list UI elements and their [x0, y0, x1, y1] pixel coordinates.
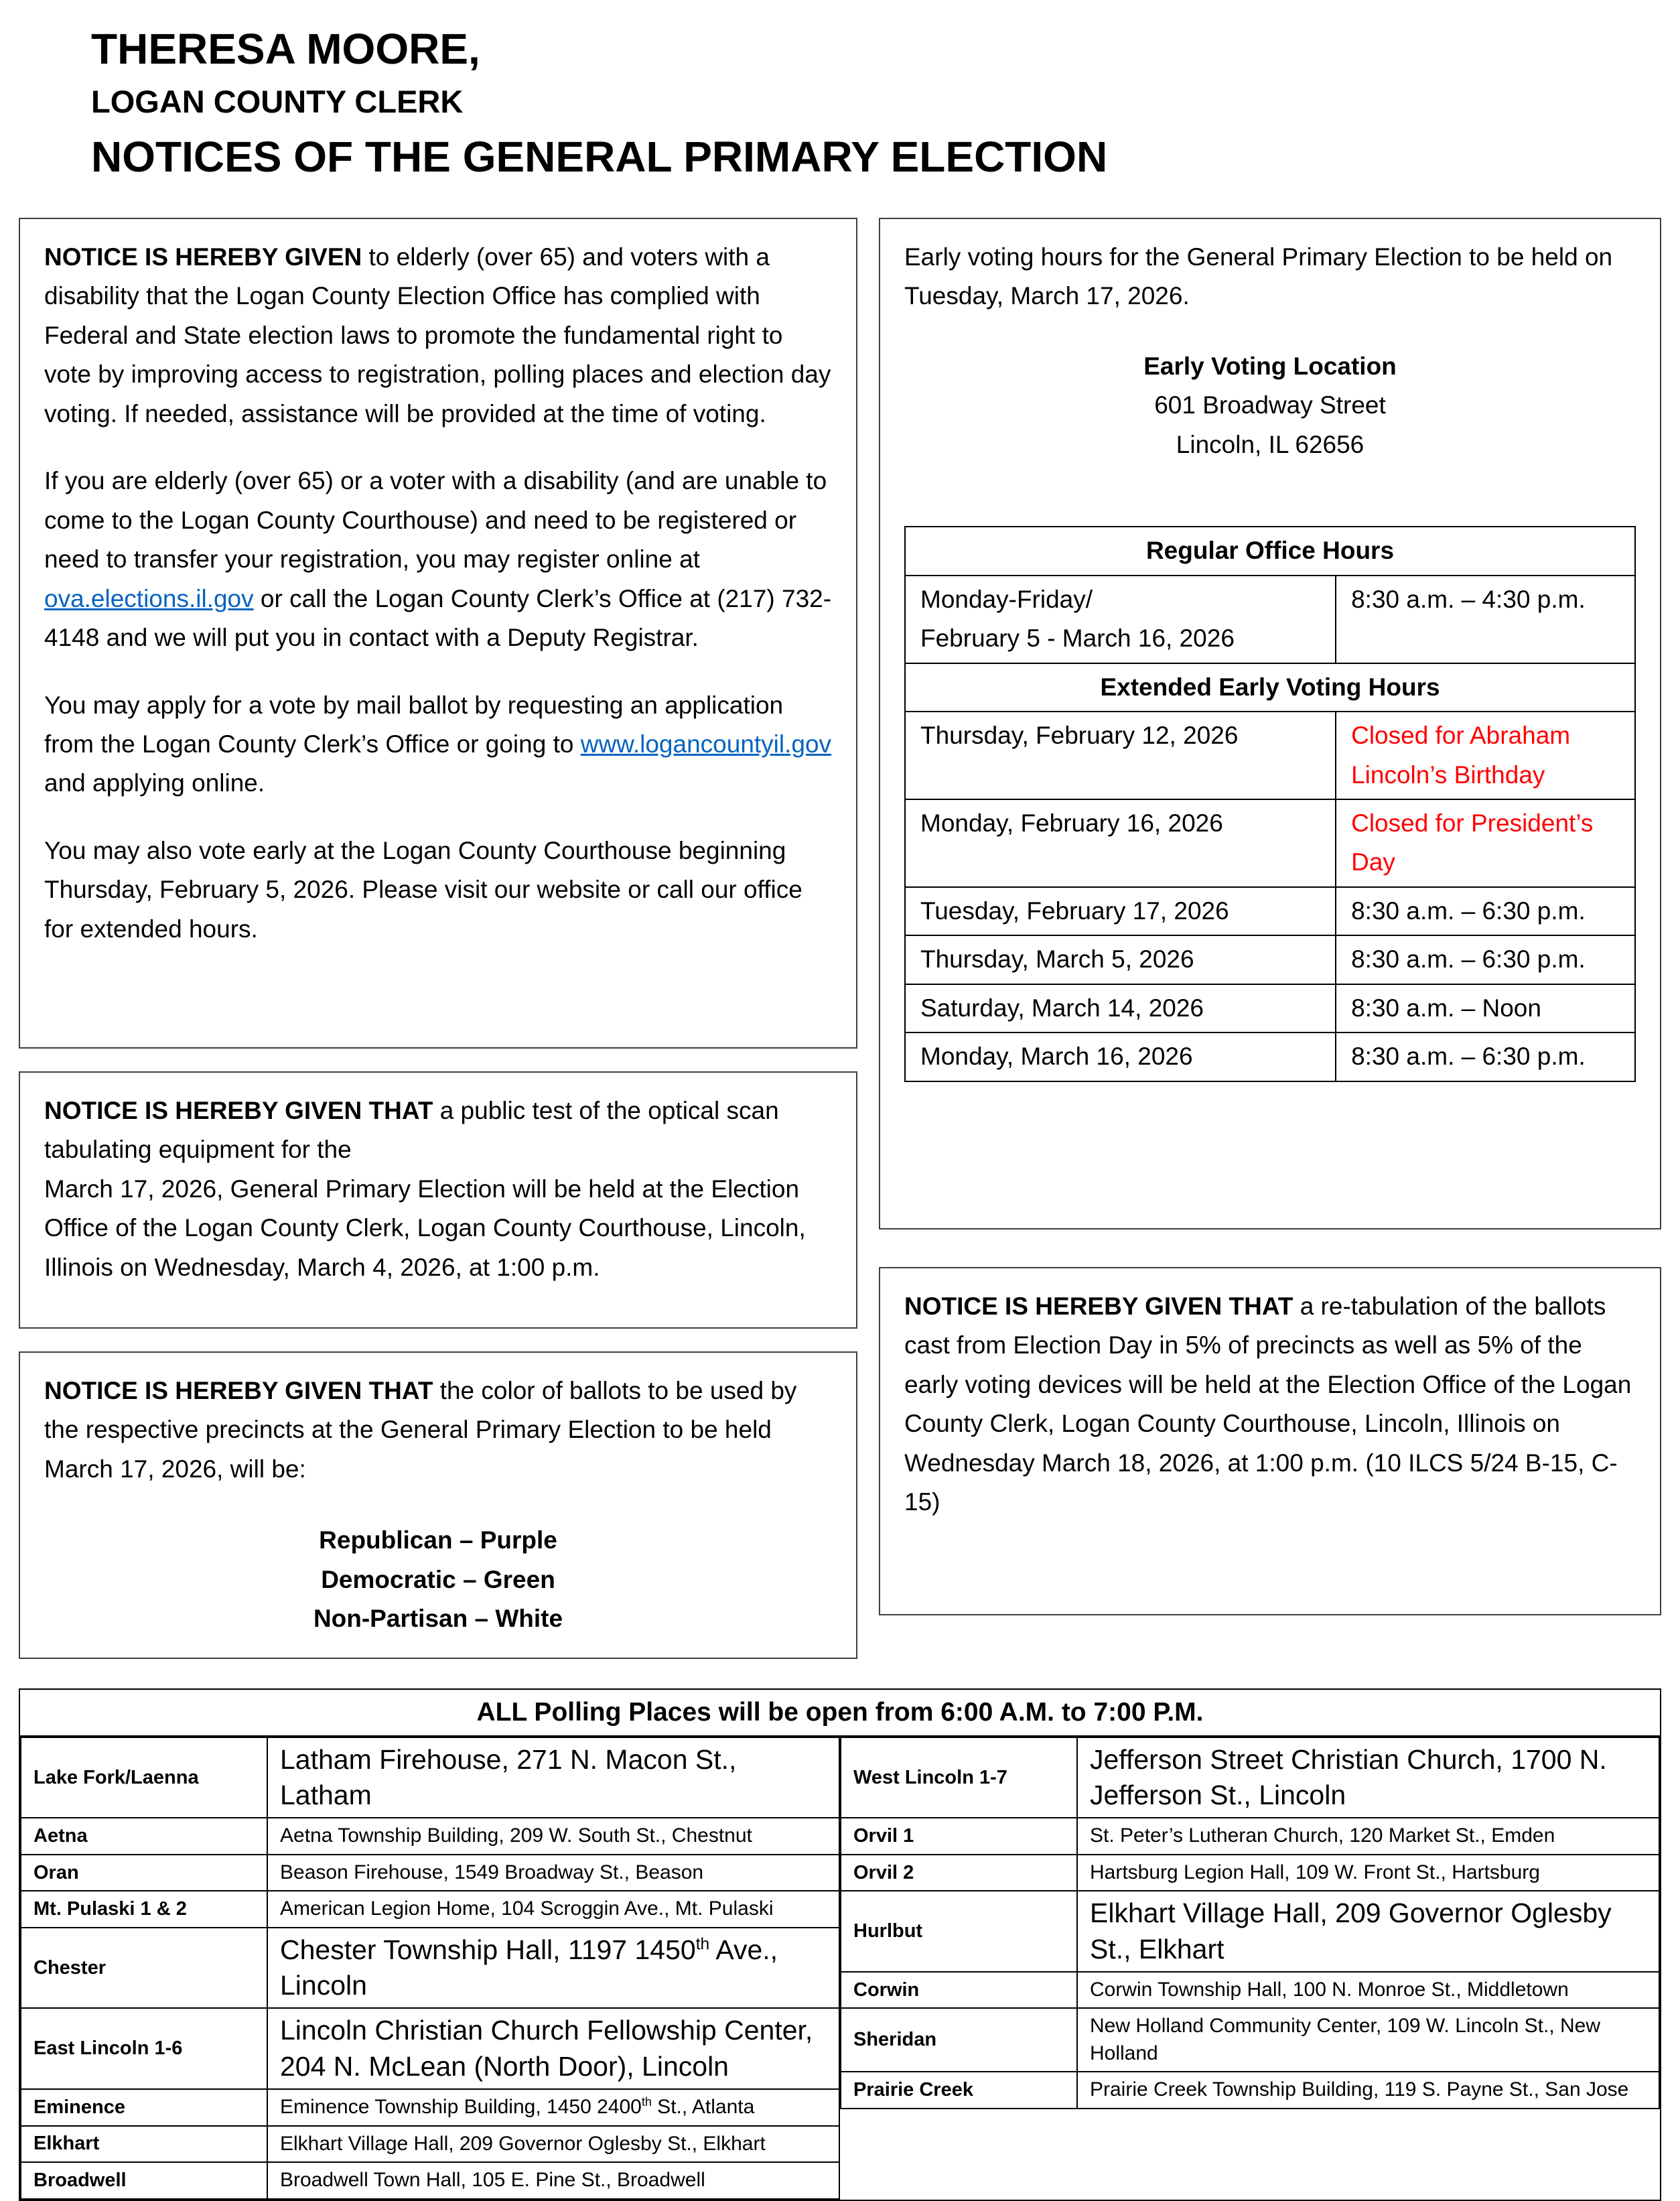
table-row — [21, 1818, 839, 1855]
early-voting-address-street: 601 Broadway Street — [1154, 391, 1386, 419]
accessibility-paragraph-4 — [44, 831, 832, 949]
accessibility-paragraph-1 — [44, 238, 832, 433]
ordinal-superscript: th — [695, 1935, 710, 1954]
precinct-cell: Sheridan — [841, 2008, 1077, 2072]
ballot-colors-list — [44, 1521, 832, 1638]
ballot-color-nonpartisan: Non-Partisan – White — [313, 1605, 563, 1633]
table-row — [905, 663, 1635, 712]
table-row — [21, 2008, 839, 2089]
location-cell: Elkhart Village Hall, 209 Governor Oglesby St., Elkhart — [267, 2126, 839, 2163]
date-cell — [905, 576, 1336, 663]
notice-text: If you are elderly (over 65) or a voter with a disability (and are unable to come to the Logan County Courthouse) and need to be registered or need to transfer your registration, you may register online at — [44, 467, 827, 574]
hours-cell: 8:30 a.m. – Noon — [1336, 984, 1635, 1032]
precinct-cell: Corwin — [841, 1972, 1077, 2009]
precinct-cell: Hurlbut — [841, 1891, 1077, 1972]
table-row — [21, 2162, 839, 2199]
location-cell: Aetna Township Building, 209 W. South St., Chestnut — [267, 1818, 839, 1855]
office-hours-table — [904, 526, 1636, 1081]
notice-text: You may also vote early at the Logan County Courthouse beginning Thursday, February 5, 2026. Please visit our website or call our office for extended hours. — [44, 836, 802, 943]
hours-cell: 8:30 a.m. – 4:30 p.m. — [1336, 576, 1635, 663]
table-row — [21, 1928, 839, 2009]
table-row — [905, 984, 1635, 1032]
notice-lead: NOTICE IS HEREBY GIVEN — [44, 243, 362, 271]
notice-lead: NOTICE IS HEREBY GIVEN THAT — [44, 1377, 433, 1404]
location-text: Ave., Lincoln — [280, 1934, 778, 2001]
early-voting-location-block — [904, 347, 1636, 464]
page-header — [91, 24, 1661, 182]
early-voting-location-title: Early Voting Location — [1143, 352, 1397, 380]
notice-accessibility — [19, 218, 857, 1049]
logan-county-link[interactable]: www.logancountyil.gov — [580, 730, 832, 758]
notice-ballot-colors — [19, 1351, 857, 1659]
hours-cell: 8:30 a.m. – 6:30 p.m. — [1336, 935, 1635, 984]
table-row — [21, 2089, 839, 2126]
polling-places-title: ALL Polling Places will be open from 6:00 A.M. to 7:00 P.M. — [20, 1690, 1660, 1737]
early-voting-intro: Early voting hours for the General Primary Election to be held on Tuesday, March 17, 2026. — [904, 243, 1613, 310]
table-row — [841, 2008, 1659, 2072]
location-cell — [267, 2089, 839, 2126]
early-voting-notice — [879, 218, 1661, 1229]
notice-text: March 17, 2026, General Primary Election will be held at the Election Office of the Logan County Clerk, Logan County Courthouse, Lincoln, Illinois on Wednesday, March 4, 2026, at 1:00 p.m. — [44, 1175, 806, 1281]
notice-retabulation — [879, 1267, 1661, 1615]
date-cell: Thursday, March 5, 2026 — [905, 935, 1336, 984]
precinct-cell: Orvil 2 — [841, 1855, 1077, 1891]
early-voting-address-city: Lincoln, IL 62656 — [1176, 430, 1364, 458]
clerk-title: LOGAN COUNTY CLERK — [91, 84, 464, 119]
location-cell: Elkhart Village Hall, 209 Governor Oglesby St., Elkhart — [1077, 1891, 1659, 1972]
public-test-paragraph — [44, 1091, 832, 1287]
table-row — [841, 1891, 1659, 1972]
table-row — [841, 1972, 1659, 2009]
precinct-cell: East Lincoln 1-6 — [21, 2008, 267, 2089]
notice-text: a public test of the optical scan tabulating equipment for the — [44, 1097, 779, 1164]
table-row — [905, 1032, 1635, 1081]
page-title: NOTICES OF THE GENERAL PRIMARY ELECTION — [91, 133, 1108, 181]
location-text: Eminence Township Building, 1450 2400 — [280, 2096, 642, 2118]
notice-lead: NOTICE IS HEREBY GIVEN THAT — [904, 1292, 1293, 1320]
table-row — [905, 712, 1635, 799]
hours-cell: 8:30 a.m. – 6:30 p.m. — [1336, 1032, 1635, 1081]
polling-table-right — [840, 1737, 1660, 2109]
location-cell: Hartsburg Legion Hall, 109 W. Front St., Hartsburg — [1077, 1855, 1659, 1891]
table-row — [841, 2072, 1659, 2109]
table-row — [905, 887, 1635, 935]
table-row — [841, 1855, 1659, 1891]
notice-text: a re-tabulation of the ballots cast from Election Day in 5% of precincts as well as 5% of the early voting devices will be held at the Election Office of the Logan County Clerk, Logan County Courthouse, Lincoln, Illinois on Wednesday March 18, 2026, at 1:00 p.m. (10 ILCS 5/24 B-15, C-15) — [904, 1292, 1632, 1516]
polling-places-section — [19, 1688, 1661, 2201]
notice-text: and applying online. — [44, 769, 265, 797]
table-row — [21, 1855, 839, 1891]
location-cell: Prairie Creek Township Building, 119 S. Payne St., San Jose — [1077, 2072, 1659, 2109]
location-cell: American Legion Home, 104 Scroggin Ave., Mt. Pulaski — [267, 1891, 839, 1928]
location-cell: Jefferson Street Christian Church, 1700 N. Jefferson St., Lincoln — [1077, 1737, 1659, 1818]
notice-text: or call the Logan County Clerk’s Office at (217) 732-4148 and we will put you in contact with a Deputy Registrar. — [44, 584, 832, 652]
ordinal-superscript: th — [641, 2095, 652, 2109]
location-text: Chester Township Hall, 1197 1450 — [280, 1934, 696, 1965]
location-cell: Corwin Township Hall, 100 N. Monroe St., Middletown — [1077, 1972, 1659, 2009]
polling-places-columns — [20, 1737, 1660, 2200]
date-cell: Tuesday, February 17, 2026 — [905, 887, 1336, 935]
extended-hours-header: Extended Early Voting Hours — [905, 663, 1635, 712]
table-row — [905, 527, 1635, 575]
precinct-cell: West Lincoln 1-7 — [841, 1737, 1077, 1818]
notice-columns — [19, 218, 1661, 1659]
accessibility-paragraph-3 — [44, 686, 832, 803]
location-cell: Beason Firehouse, 1549 Broadway St., Beason — [267, 1855, 839, 1891]
precinct-cell: Chester — [21, 1928, 267, 2009]
regular-when-line1: Monday-Friday/ — [920, 585, 1093, 613]
regular-when-line2: February 5 - March 16, 2026 — [920, 624, 1235, 653]
left-column — [19, 218, 857, 1659]
location-cell: St. Peter’s Lutheran Church, 120 Market St., Emden — [1077, 1818, 1659, 1855]
table-row — [841, 1818, 1659, 1855]
precinct-cell: Elkhart — [21, 2126, 267, 2163]
table-row — [905, 576, 1635, 663]
table-row — [905, 935, 1635, 984]
table-row — [905, 799, 1635, 887]
ballot-color-democratic: Democratic – Green — [321, 1565, 555, 1593]
precinct-cell: Orvil 1 — [841, 1818, 1077, 1855]
date-cell: Monday, March 16, 2026 — [905, 1032, 1336, 1081]
hours-cell: Closed for President’s Day — [1336, 799, 1635, 887]
ballot-colors-paragraph — [44, 1372, 832, 1489]
table-row — [841, 1737, 1659, 1818]
clerk-name: THERESA MOORE, — [91, 25, 480, 73]
table-row — [21, 1891, 839, 1928]
precinct-cell: Eminence — [21, 2089, 267, 2126]
precinct-cell: Lake Fork/Laenna — [21, 1737, 267, 1818]
date-cell: Monday, February 16, 2026 — [905, 799, 1336, 887]
table-row — [21, 1737, 839, 1818]
ballot-color-republican: Republican – Purple — [319, 1526, 557, 1554]
hours-cell: 8:30 a.m. – 6:30 p.m. — [1336, 887, 1635, 935]
precinct-cell: Aetna — [21, 1818, 267, 1855]
notice-text: the color of ballots to be used by the respective precincts at the General Primary Election to be held March 17, 2026, will be: — [44, 1377, 797, 1483]
location-cell: New Holland Community Center, 109 W. Lincoln St., New Holland — [1077, 2008, 1659, 2072]
precinct-cell: Prairie Creek — [841, 2072, 1077, 2109]
date-cell: Thursday, February 12, 2026 — [905, 712, 1336, 799]
precinct-cell: Broadwell — [21, 2162, 267, 2199]
precinct-cell: Oran — [21, 1855, 267, 1891]
right-column — [879, 218, 1661, 1615]
notice-text: to elderly (over 65) and voters with a disability that the Logan County Election Office has complied with Federal and State election laws to promote the fundamental right to vote by improving access to registration, polling places and election day voting. If needed, assistance will be provided at the time of voting. — [44, 243, 831, 427]
regular-hours-header: Regular Office Hours — [905, 527, 1635, 575]
location-cell: Lincoln Christian Church Fellowship Center, 204 N. McLean (North Door), Lincoln — [267, 2008, 839, 2089]
precinct-cell: Mt. Pulaski 1 & 2 — [21, 1891, 267, 1928]
location-cell — [267, 1928, 839, 2009]
polling-table-left — [20, 1737, 840, 2200]
retabulation-paragraph — [904, 1287, 1636, 1522]
date-cell: Saturday, March 14, 2026 — [905, 984, 1336, 1032]
accessibility-paragraph-2 — [44, 462, 832, 657]
location-text: St., Atlanta — [651, 2096, 755, 2118]
location-cell: Latham Firehouse, 271 N. Macon St., Latham — [267, 1737, 839, 1818]
notice-public-test — [19, 1071, 857, 1329]
ova-elections-link[interactable]: ova.elections.il.gov — [44, 584, 254, 612]
notice-text: You may apply for a vote by mail ballot by requesting an application from the Logan County Clerk’s Office or going to — [44, 691, 784, 758]
notice-lead: NOTICE IS HEREBY GIVEN THAT — [44, 1097, 433, 1124]
location-cell: Broadwell Town Hall, 105 E. Pine St., Broadwell — [267, 2162, 839, 2199]
table-row — [21, 2126, 839, 2163]
hours-cell: Closed for Abraham Lincoln’s Birthday — [1336, 712, 1635, 799]
